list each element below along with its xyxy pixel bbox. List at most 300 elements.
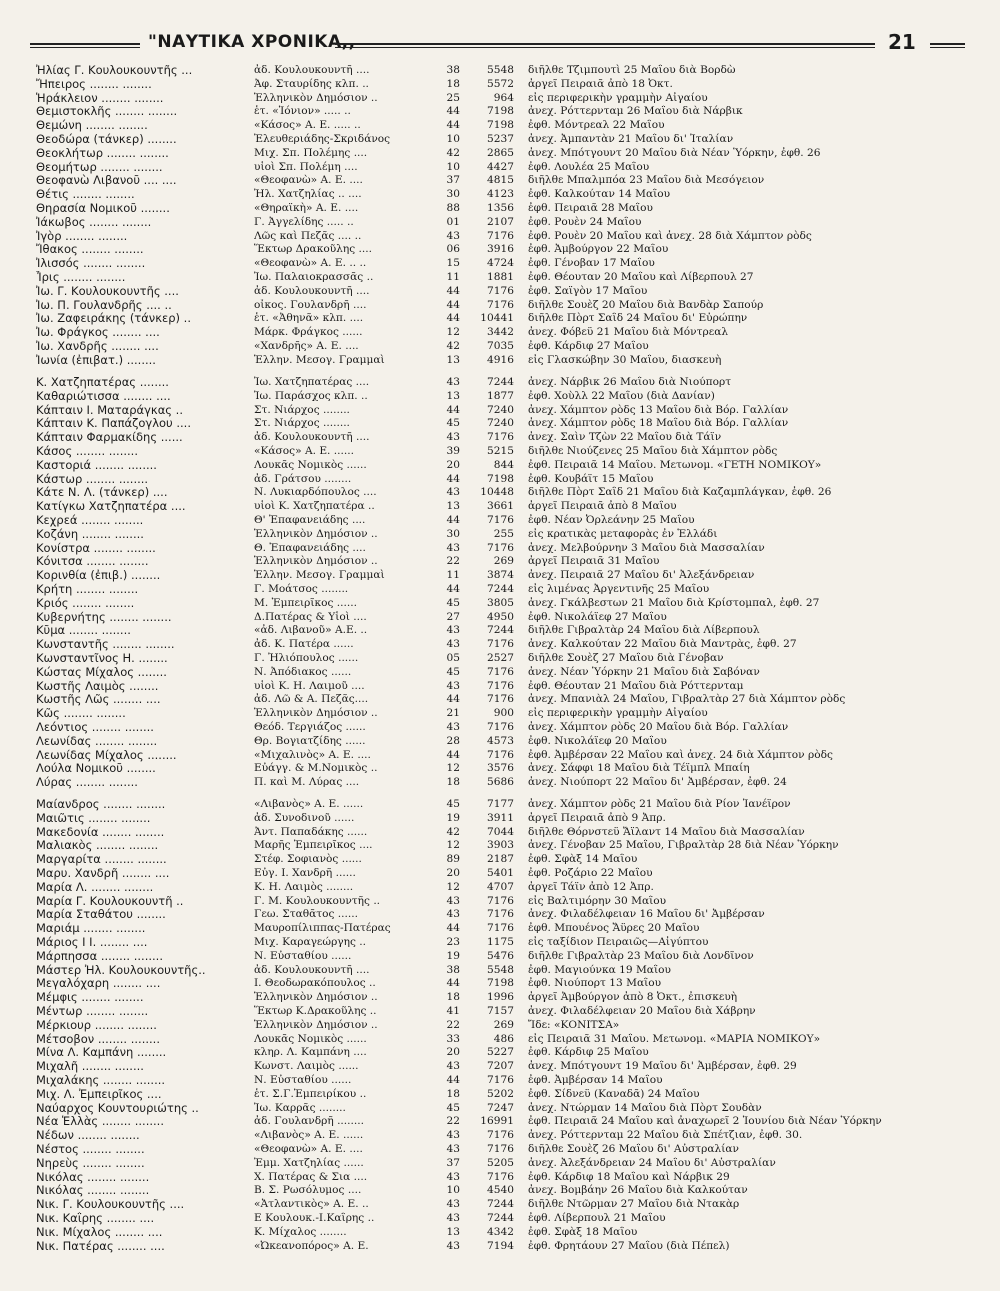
ship-row (30, 1226, 970, 1240)
ship-tons: 45 (446, 596, 460, 609)
ship-row (30, 693, 970, 707)
ship-name: Ἰω. Χανδρῆς ........ .... (36, 339, 159, 353)
ship-name: Κάστωρ ........ ........ (36, 472, 149, 486)
ship-tons: 43 (446, 1170, 460, 1183)
ship-name: Κριός ........ ........ (36, 596, 135, 610)
ship-tons: 43 (446, 894, 460, 907)
ship-tonnage: 7176 (487, 922, 514, 935)
ship-position: εἰς περιφερικὴν γραμμὴν Αἰγαίου (528, 91, 708, 104)
ship-tonnage: 7247 (487, 1101, 514, 1114)
ship-row (30, 583, 970, 597)
ship-row (30, 638, 970, 652)
ship-tons: 20 (446, 866, 460, 879)
ship-tonnage: 5572 (487, 77, 514, 90)
ship-name: Μαριάμ ........ ........ (36, 922, 146, 936)
ship-row (30, 1157, 970, 1171)
ship-name: Θεοκλήτωρ ........ ........ (36, 146, 169, 160)
ship-tonnage: 7176 (487, 908, 514, 921)
ship-name: Μάρπησσα ........ ........ (36, 949, 163, 963)
ship-name: Μαρυ. Χανδρῆ ........ .... (36, 866, 170, 880)
ship-position: ἐφθ. Σφὰξ 14 Μαΐου (528, 853, 638, 866)
ship-owner: Γ. Μ. Κουλουκουντῆς .. (254, 894, 381, 907)
ship-tons: 05 (446, 651, 460, 664)
ship-name: Κῶς ........ ........ (36, 707, 126, 721)
ship-tons: 44 (446, 298, 460, 311)
ship-owner: ἑτ. «Ἰόνιον» ..... .. (254, 105, 351, 118)
ship-owner: ἀδ. Κουλουκουντῆ .... (254, 431, 370, 444)
ship-tons: 44 (446, 403, 460, 416)
ship-owner: Λουκᾶς Νομικὸς ...... (254, 1032, 367, 1045)
ship-position: ἀνεχ. Νέαν Ὑόρκην 21 Μαΐου διὰ Σαβόναν (528, 665, 760, 678)
ship-position: ἀργεῖ Πειραιᾶ ἀπὸ 18 Ὀκτ. (528, 77, 673, 90)
ship-name: Ἡράκλειον ........ ........ (36, 91, 164, 105)
ship-name: Καστοριά ........ ........ (36, 458, 157, 472)
ship-row (30, 404, 970, 418)
ship-name: Κόνιτσα ........ ........ (36, 555, 149, 569)
ship-position: ἐφθ. Κάρδιφ 18 Μαΐου καὶ Νάρβικ 29 (528, 1170, 730, 1183)
ship-position: ἀνεχ. Χάμπτον ρὸδς 18 Μαΐου διὰ Βόρ. Γαλλίαν (528, 417, 789, 430)
ship-tons: 44 (446, 105, 460, 118)
ship-name: Ναύαρχος Κουντουριώτης .. (36, 1101, 199, 1115)
ship-position: διῆλθε Ντῶρμαν 27 Μαΐου διὰ Ντακὰρ (528, 1198, 740, 1211)
ship-position: ἐφθ. Νικολάϊεφ 27 Μαΐου (528, 610, 667, 623)
ship-name: Θεοφανὼ Λιβανοῦ .... .... (36, 174, 177, 188)
ship-position: ἐφθ. Χοὺλλ 22 Μαΐου (διὰ Δανίαν) (528, 389, 715, 402)
ship-position: ἀργεῖ Πειραιᾶ ἀπὸ 8 Μαΐου (528, 500, 677, 513)
ship-owner: «Χανδρῆς» Α. Ε. .... (254, 339, 359, 352)
ship-tonnage: 255 (493, 527, 514, 540)
ship-owner: Εὐγ. Ι. Χανδρῆ ...... (254, 866, 356, 879)
ship-tonnage: 3805 (487, 596, 514, 609)
ship-owner: Δ.Πατέρας & Υἱοὶ .... (254, 610, 367, 623)
ship-row (30, 1005, 970, 1019)
ship-row (30, 881, 970, 895)
ship-name: Λύρας ........ ........ (36, 776, 138, 790)
ship-position: διῆλθε Τζιμπουτὶ 25 Μαΐου διὰ Βορδὼ (528, 64, 736, 76)
ship-tonnage: 486 (493, 1032, 514, 1045)
ship-name: Κυβερνήτης ........ ........ (36, 610, 172, 624)
ship-name: Νέα Ἑλλὰς ........ ........ (36, 1115, 164, 1129)
ship-tons: 19 (446, 949, 460, 962)
ship-row (30, 1143, 970, 1157)
ship-name: Λούλα Νομικοῦ ........ (36, 762, 156, 776)
ship-tons: 89 (446, 853, 460, 866)
ship-name: Κάπταιν Φαρμακίδης ...... (36, 431, 183, 445)
ship-owner: Ἑλληνικὸν Δημόσιον .. (254, 707, 378, 720)
ship-owner: ἑτ. Σ.Γ.Ἐμπειρίκου .. (254, 1087, 367, 1100)
ship-row (30, 299, 970, 313)
ship-row (30, 202, 970, 216)
ship-tonnage: 7176 (487, 665, 514, 678)
ship-name: Κωστῆς Λαιμὸς ........ (36, 679, 159, 693)
ship-row (30, 1033, 970, 1047)
ship-row (30, 216, 970, 230)
ship-tons: 44 (446, 119, 460, 132)
ship-tonnage: 7176 (487, 229, 514, 242)
ship-tons: 45 (446, 1101, 460, 1114)
ship-tons: 10 (446, 1184, 460, 1197)
ship-tonnage: 7176 (487, 638, 514, 651)
ship-tons: 45 (446, 417, 460, 430)
ship-position: ἐφθ. Σίδνεϋ (Καναδᾶ) 24 Μαΐου (528, 1087, 700, 1100)
ship-tons: 44 (446, 922, 460, 935)
ship-position: ἀνεχ. Γκάλβεστων 21 Μαΐου διὰ Κρίστομπαλ, ἐφθ. 27 (528, 596, 820, 609)
ship-tonnage: 5215 (487, 444, 514, 457)
ship-row (30, 735, 970, 749)
ship-row (30, 611, 970, 625)
ship-owner: Μιχ. Καραγεώργης .. (254, 935, 367, 948)
ship-owner: Ν. Λυκιαρδόπουλος .... (254, 486, 377, 499)
ship-owner: Χ. Πατέρας & Σια .... (254, 1170, 368, 1183)
ship-row (30, 666, 970, 680)
ship-tons: 18 (446, 1087, 460, 1100)
ship-tons: 44 (446, 748, 460, 761)
ship-row (30, 1198, 970, 1212)
ship-tons: 43 (446, 541, 460, 554)
ship-name: Θεοδώρα (τάνκερ) ........ (36, 132, 177, 146)
ship-position: ἐφθ. Λίβερπουλ 21 Μαΐου (528, 1211, 666, 1224)
ship-position: εἰς περιφερικὴν γραμμὴν Αἰγαίου (528, 707, 708, 720)
ship-row (30, 1240, 970, 1254)
ship-row (30, 417, 970, 431)
ship-position: ἐφθ. Μπουένος Ἄϋρες 20 Μαΐου (528, 922, 700, 935)
ship-position: ἐφθ. Κουβάϊτ 15 Μαΐου (528, 472, 654, 485)
ship-owner: ἀδ. Κουλουκουντῆ .... (254, 64, 370, 76)
ship-row (30, 707, 970, 721)
ship-row (30, 555, 970, 569)
ship-position: ἐφθ. Νέαν Ὀρλεάνην 25 Μαΐου (528, 513, 695, 526)
ship-owner: «Θεοφανὼ» Α. Ε. .... (254, 1142, 363, 1155)
ship-tons: 28 (446, 734, 460, 747)
ship-tonnage: 5548 (487, 64, 514, 76)
ship-name: Νικ. Καΐρης ........ .... (36, 1211, 155, 1225)
ship-position: εἰς λιμένας Ἀργεντινῆς 25 Μαΐου (528, 582, 710, 595)
ship-name: Μαλιακὸς ........ ........ (36, 839, 159, 853)
ship-position: εἰς Πειραιᾶ 31 Μαΐου. Μετωνομ. «ΜΑΡΙΑ ΝΟΜΙΚΟΥ» (528, 1032, 821, 1045)
ship-position: ἐφθ. Πειραιᾶ 28 Μαΐου (528, 201, 653, 214)
ship-position: ἀνεχ. Ντώρμαν 14 Μαΐου διὰ Πὸρτ Σουδὰν (528, 1101, 762, 1114)
ship-name: Μέμφις ........ ........ (36, 991, 144, 1005)
ship-tonnage: 964 (493, 91, 514, 104)
ship-tons: 15 (446, 257, 460, 270)
ship-tonnage: 7176 (487, 431, 514, 444)
ship-position: διῆλθε Νιούζενες 25 Μαΐου διὰ Χάμπτον ρὸδς (528, 444, 778, 457)
ship-tons: 44 (446, 312, 460, 325)
ship-tonnage: 10441 (480, 312, 514, 325)
ship-position: ἀνεχ. Μπανιὰλ 24 Μαΐου, Γιβραλτὰρ 27 διὰ Χάμπτον ρὸδς (528, 693, 846, 706)
ship-name: Θηρασία Νομικοῦ ........ (36, 201, 170, 215)
ship-position: ἐφθ. Πειραιᾶ 14 Μαΐου. Μετωνομ. «ΓΕΤΗ ΝΟΜΙΚΟΥ» (528, 458, 822, 471)
ship-name: Κάπταιν Ι. Ματαράγκας .. (36, 403, 183, 417)
ship-name: Μέρκιουρ ........ ........ (36, 1018, 157, 1032)
ship-name: Μαίανδρος ........ ........ (36, 798, 166, 811)
ship-tonnage: 7176 (487, 679, 514, 692)
ship-name: Νικ. Γ. Κουλουκουντῆς .... (36, 1198, 185, 1212)
ship-owner: υἱοὶ Σπ. Πολέμη .... (254, 160, 358, 173)
ship-owner: Μάρκ. Φράγκος ...... (254, 326, 363, 339)
ship-position: ἐφθ. Θέουταν 20 Μαΐου καὶ Λίβερπουλ 27 (528, 270, 754, 283)
ship-tonnage: 7244 (487, 582, 514, 595)
ship-row (30, 486, 970, 500)
ship-tonnage: 7176 (487, 894, 514, 907)
ship-owner: «Μιχαλινὸς» Α. Ε. .... (254, 748, 371, 761)
ship-name: Θεμιστοκλῆς ........ ........ (36, 105, 178, 119)
ship-tonnage: 7207 (487, 1060, 514, 1073)
ship-position: ἐφθ. Ρουὲν 20 Μαΐου καὶ ἀνεχ. 28 διὰ Χάμπτον ρὸδς (528, 229, 812, 242)
ship-tonnage: 7176 (487, 748, 514, 761)
ship-tonnage: 7176 (487, 1142, 514, 1155)
ship-owner: Μιχ. Σπ. Πολέμης .... (254, 146, 368, 159)
ship-position: διῆλθε Γιβραλτὰρ 23 Μαΐου διὰ Λονδῖνον (528, 949, 754, 962)
ship-position: ἐφθ. Ρουὲν 24 Μαΐου (528, 215, 642, 228)
ship-row (30, 188, 970, 202)
ship-tonnage: 5202 (487, 1087, 514, 1100)
ship-row (30, 895, 970, 909)
ship-name: Κατίγκω Χατζηπατέρα .... (36, 500, 186, 514)
ship-position: ἐφθ. Νικολάϊεφ 20 Μαΐου (528, 734, 667, 747)
ship-owner: Θ' Ἐπαφανειάδης .... (254, 513, 366, 526)
ship-tons: 41 (446, 1004, 460, 1017)
ship-owner: Ν. Ἀπόδιακος ...... (254, 665, 352, 678)
ship-row (30, 950, 970, 964)
ship-position: εἰς κρατικὰς μεταφορὰς ἐν Ἑλλάδι (528, 527, 718, 540)
ship-row (30, 991, 970, 1005)
ship-tons: 44 (446, 513, 460, 526)
ship-tonnage: 1996 (487, 991, 514, 1004)
ship-tonnage: 7176 (487, 1129, 514, 1142)
ship-tonnage: 5237 (487, 132, 514, 145)
ship-tonnage: 7176 (487, 1170, 514, 1183)
ship-tonnage: 5205 (487, 1156, 514, 1169)
ship-position: ἀνεχ. Καλκούταν 22 Μαΐου διὰ Μαντρὰς, ἐφθ. 27 (528, 638, 797, 651)
ship-tons: 30 (446, 527, 460, 540)
ship-owner: Ἑλληνικὸν Δημόσιον .. (254, 1018, 378, 1031)
ship-row (30, 92, 970, 106)
ship-owner: «Ὠκεανοπόρος» Α. Ε. (254, 1239, 369, 1252)
ship-position: ἀνεχ. Ἀμπαντὰν 21 Μαΐου δι' Ἰταλίαν (528, 132, 734, 145)
ship-owner: Κωνστ. Λαιμὸς ...... (254, 1060, 359, 1073)
ship-owner: Ἑλλην. Μεσογ. Γραμμαὶ (254, 353, 385, 366)
ship-tonnage: 7176 (487, 298, 514, 311)
ship-tonnage: 4707 (487, 880, 514, 893)
ship-tonnage: 5476 (487, 949, 514, 962)
ship-owner: Ν. Εὐσταθίου ...... (254, 1073, 352, 1086)
ship-row (30, 977, 970, 991)
ship-tonnage: 3874 (487, 569, 514, 582)
ship-tonnage: 7176 (487, 693, 514, 706)
ship-position: ἀνεχ. Νάρβικ 26 Μαΐου διὰ Νιούπορτ (528, 376, 732, 388)
ship-owner: Ἕκτωρ Κ.Δρακοῦλης .. (254, 1004, 377, 1017)
ship-tonnage: 7244 (487, 1198, 514, 1211)
ship-name: Κωνσταντῆς ........ ........ (36, 638, 175, 652)
ship-name: Μίνα Λ. Καμπάνη ........ (36, 1046, 167, 1060)
ship-position: διῆλθε Πὸρτ Σαΐδ 21 Μαΐου διὰ Καζαμπλάγκαν, ἐφθ. 26 (528, 486, 832, 499)
ship-tonnage: 1356 (487, 201, 514, 214)
ship-name: Κονίστρα ........ ........ (36, 541, 156, 555)
ship-owner: Ἰω. Χατζηπατέρας .... (254, 376, 370, 388)
ship-tons: 43 (446, 720, 460, 733)
ship-position: ἐφθ. Καλκούταν 14 Μαΐου (528, 188, 671, 201)
ship-name: Μάριος Ι Ι. ........ .... (36, 935, 148, 949)
ship-name: Ἰω. Π. Γουλανδρῆς .... .. (36, 298, 172, 312)
ship-tonnage: 7176 (487, 720, 514, 733)
ship-owner: Μαρῆς Ἐμπειρῖκος .... (254, 839, 373, 852)
ship-tonnage: 3903 (487, 839, 514, 852)
ship-position: ἐφθ. Σαϊγὸν 17 Μαΐου (528, 284, 648, 297)
ship-row (30, 105, 970, 119)
ship-name: Μέτσοβον ........ ........ (36, 1032, 160, 1046)
ship-tons: 18 (446, 77, 460, 90)
ship-row (30, 528, 970, 542)
ship-tons: 43 (446, 1060, 460, 1073)
ship-owner: Ἰω. Καρρᾶς ........ (254, 1101, 346, 1114)
ship-owner: υἱοὶ Κ. Χατζηπατέρα .. (254, 500, 375, 513)
ship-position: διῆλθε Πὸρτ Σαΐδ 24 Μαΐου δι' Εὐρώπην (528, 312, 748, 325)
ship-name: Μιχ. Λ. Ἐμπειρῖκος .... (36, 1087, 162, 1101)
ship-tons: 22 (446, 1018, 460, 1031)
ship-tonnage: 1877 (487, 389, 514, 402)
ship-tonnage: 7240 (487, 403, 514, 416)
ship-owner: Μ. Ἐμπειρῖκος ...... (254, 596, 357, 609)
ship-name: Ἰωνία (ἐπιβατ.) ........ (36, 353, 156, 367)
ship-position: διῆλθε Μπαλμπόα 23 Μαΐου διὰ Μεσόγειον (528, 174, 765, 187)
ship-position: ἀνεχ. Πειραιᾶ 27 Μαΐου δι' Ἀλεξάνδρειαν (528, 569, 755, 582)
ship-tonnage: 4815 (487, 174, 514, 187)
ship-row (30, 340, 970, 354)
ship-position: ἐφθ. Κάρδιφ 25 Μαΐου (528, 1046, 649, 1059)
ship-tons: 13 (446, 389, 460, 402)
ship-owner: «Κάσος» Α. Ε. ...... (254, 444, 354, 457)
ship-position: ἐφθ. Θέουταν 21 Μαΐου διὰ Ρόττερνταμ (528, 679, 744, 692)
ship-owner: Ἑλληνικὸν Δημόσιον .. (254, 991, 378, 1004)
ship-position: ἐφθ. Φρητάουν 27 Μαΐου (διὰ Πέπελ) (528, 1239, 730, 1252)
ship-owner: Στ. Νιάρχος ........ (254, 403, 350, 416)
ship-tonnage: 269 (493, 555, 514, 568)
ship-name: Μιχαλῆ ........ ........ (36, 1060, 144, 1074)
ship-tonnage: 7176 (487, 513, 514, 526)
ship-owner: Κ. Μίχαλος ........ (254, 1225, 347, 1238)
ship-position: εἰς Γλασκώβην 30 Μαΐου, διασκευὴ (528, 353, 722, 366)
ship-tons: 21 (446, 707, 460, 720)
ship-row (30, 64, 970, 78)
ship-position: ἀνεχ. Σάφφι 18 Μαΐου διὰ Τέϊμπλ Μπαίη (528, 762, 750, 775)
ship-position: ἀνεχ. Χάμπτον ρὸδς 13 Μαΐου διὰ Βόρ. Γαλλίαν (528, 403, 789, 416)
ship-tonnage: 7198 (487, 105, 514, 118)
ship-position: ἀνεχ. Γένοβαν 25 Μαΐου, Γιβραλτὰρ 28 διὰ Νέαν Ὑόρκην (528, 839, 839, 852)
ship-owner: ἀδ. Κ. Πατέρα ...... (254, 638, 354, 651)
ship-tons: 20 (446, 1046, 460, 1059)
ship-position: ἀνεχ. Φιλαδέλφειαν 16 Μαΐου δι' Ἀμβέρσαν (528, 908, 765, 921)
ship-row (30, 326, 970, 340)
ship-tons: 13 (446, 1225, 460, 1238)
ship-owner: «Θηραϊκὴ» Α. Ε. .... (254, 201, 359, 214)
ship-name: Ἶρις ........ ........ (36, 270, 126, 284)
ship-tons: 44 (446, 693, 460, 706)
ship-owner: Ἕκτωρ Δρακοῦλης .... (254, 243, 372, 256)
ship-row (30, 500, 970, 514)
ship-tonnage: 4950 (487, 610, 514, 623)
ship-owner: Θεόδ. Τεργιάζος ...... (254, 720, 366, 733)
ship-owner: Ν. Εὐσταθίου ...... (254, 949, 352, 962)
ship-tons: 10 (446, 132, 460, 145)
ship-row (30, 1129, 970, 1143)
ship-owner: Μαυροπίλιππας-Πατέρας (254, 922, 391, 935)
ship-tons: 43 (446, 1239, 460, 1252)
ship-tons: 42 (446, 825, 460, 838)
ship-tons: 18 (446, 991, 460, 1004)
ship-row (30, 312, 970, 326)
ship-name: Καθαριώτισσα ........ .... (36, 389, 171, 403)
publication-title: "ΝΑΥΤΙΚΑ ΧΡΟΝΙΚΑ,, (148, 32, 356, 52)
ship-position: διῆλθε Θόρνστεϋ Ἄϊλαντ 14 Μαΐου διὰ Μασσαλίαν (528, 825, 805, 838)
ship-position: ἀνεχ. Ρόττερνταμ 26 Μαΐου διὰ Νάρβικ (528, 105, 743, 118)
ship-tonnage: 4123 (487, 188, 514, 201)
ship-name: Ἰω. Γ. Κουλουκουντῆς .... (36, 284, 179, 298)
ship-owner: Εὐάγγ. & Μ.Νομικὸς .. (254, 762, 378, 775)
ship-tons: 25 (446, 91, 460, 104)
ship-position: ἀνεχ. Ἀλεξάνδρειαν 24 Μαΐου δι' Αὐστραλίαν (528, 1156, 776, 1169)
ship-tonnage: 3576 (487, 762, 514, 775)
ship-tonnage: 7244 (487, 1211, 514, 1224)
ship-tons: 22 (446, 555, 460, 568)
ship-tonnage: 5227 (487, 1046, 514, 1059)
ship-tons: 44 (446, 284, 460, 297)
ship-row (30, 798, 970, 812)
ship-tons: 43 (446, 486, 460, 499)
ship-tonnage: 3661 (487, 500, 514, 513)
ship-name: Κάτε Ν. Λ. (τάνκερ) .... (36, 486, 168, 500)
ship-owner: Ε Κουλουκ.-Ι.Καΐρης .. (254, 1211, 375, 1224)
ship-tonnage: 3916 (487, 243, 514, 256)
ship-owner: «Λιβανὸς» Α. Ε. ...... (254, 1129, 364, 1142)
ship-name: Ἰω. Ζαφειράκης (τάνκερ) .. (36, 312, 191, 326)
ship-row (30, 652, 970, 666)
ship-row (30, 721, 970, 735)
ship-tons: 13 (446, 353, 460, 366)
ship-name: Μιχαλάκης ........ ........ (36, 1073, 166, 1087)
ship-position: ἀνεχ. Χάμπτον ρὸδς 21 Μαΐου διὰ Ρίον Ἰανέϊρον (528, 798, 791, 810)
ship-row (30, 243, 970, 257)
ship-row (30, 161, 970, 175)
ship-tonnage: 269 (493, 1018, 514, 1031)
ship-name: Νικ. Πατέρας ........ .... (36, 1239, 165, 1253)
ship-name: Λεωνίδας Μίχαλος ........ (36, 748, 177, 762)
ship-row (30, 390, 970, 404)
ship-position: ἐφθ. Ἀμβούργον 22 Μαΐου (528, 243, 669, 256)
ship-tons: 23 (446, 935, 460, 948)
ship-row (30, 285, 970, 299)
ship-tons: 11 (446, 569, 460, 582)
ship-tons: 45 (446, 665, 460, 678)
ship-tonnage: 4540 (487, 1184, 514, 1197)
ship-tons: 88 (446, 201, 460, 214)
ship-tons: 27 (446, 610, 460, 623)
ship-tonnage: 3442 (487, 326, 514, 339)
ship-tonnage: 7198 (487, 472, 514, 485)
ship-owner: «ἀδ. Λιβανοῦ» Α.Ε. .. (254, 624, 368, 637)
ship-position: ἐφθ. Λουλέα 25 Μαΐου (528, 160, 650, 173)
ship-row (30, 964, 970, 978)
ship-row (30, 762, 970, 776)
ship-owner: κληρ. Λ. Καμπάνη .... (254, 1046, 367, 1059)
ship-tons: 43 (446, 1198, 460, 1211)
ship-owner: «Θεοφανὼ» Α. Ε. .... (254, 174, 363, 187)
ship-owner: Ἠλ. Χατζηλίας .. .... (254, 188, 362, 201)
ship-tons: 18 (446, 776, 460, 789)
ship-tonnage: 2187 (487, 853, 514, 866)
ship-position: ἀνεχ. Μπότγουντ 20 Μαΐου διὰ Νέαν Ὑόρκην, ἐφθ. 26 (528, 146, 821, 159)
ship-row (30, 119, 970, 133)
